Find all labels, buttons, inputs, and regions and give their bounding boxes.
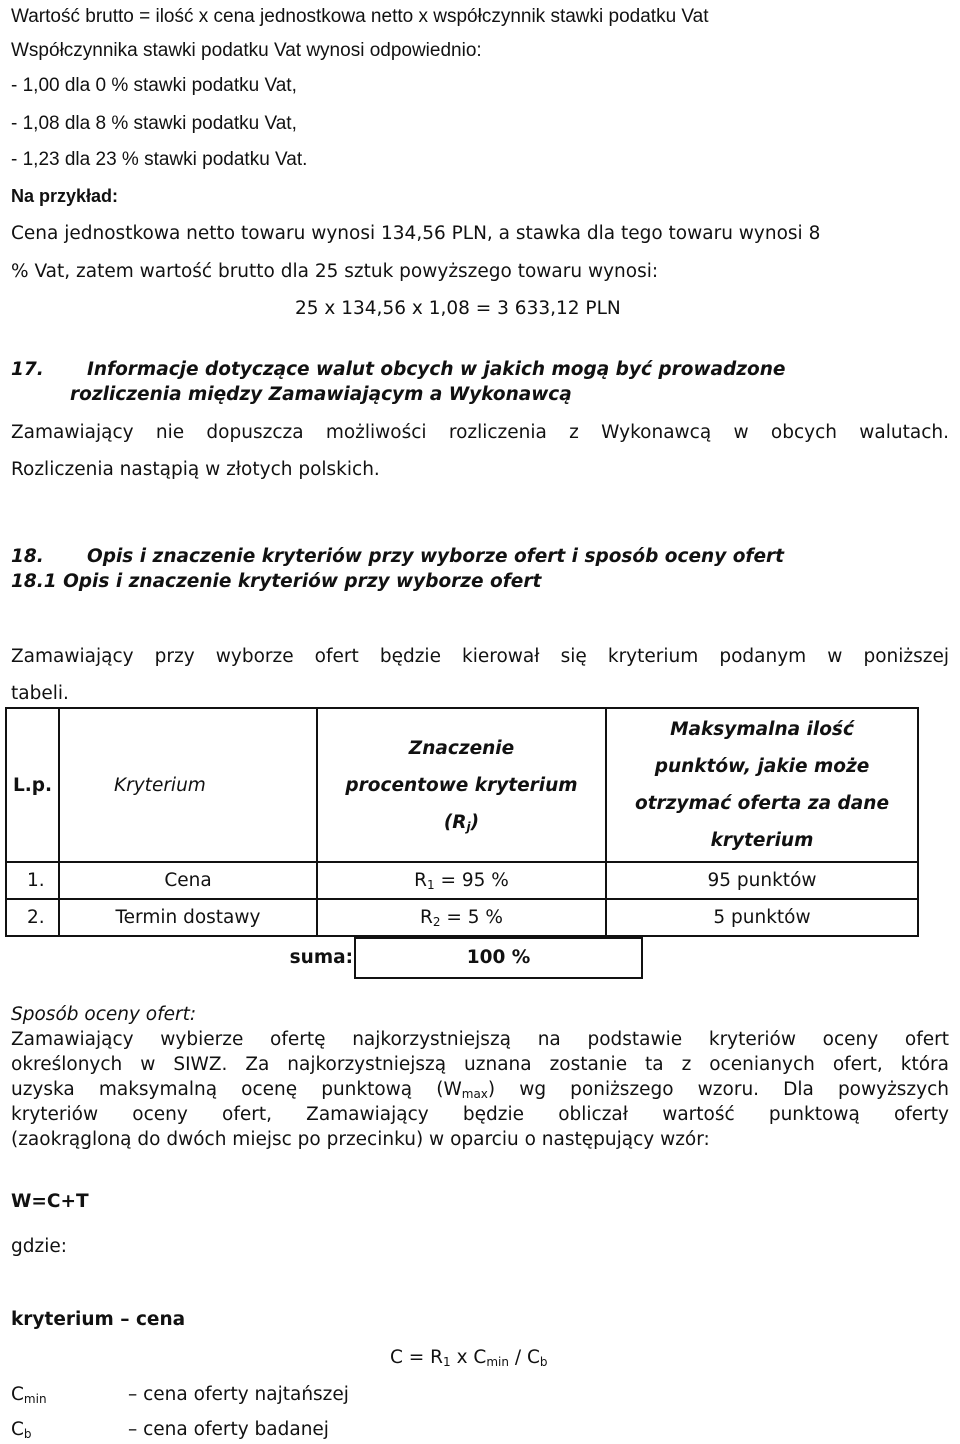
- row-2-znaczenie: $R_2 = 5$ %: [317, 899, 606, 936]
- cmin-description: – cena oferty najtańszej: [128, 1384, 349, 1405]
- header-znaczenie-line-2: procentowe kryterium: [345, 774, 578, 796]
- intro-line-5: - 1,23 dla 23 % stawki podatku Vat.: [11, 149, 308, 170]
- price-formula: $C = R_1$ x $C_{min} / C_b$: [390, 1347, 548, 1369]
- evaluation-line-5: (zaokrągloną do dwóch miejsc po przecinku) w oparciu o następujący wzór:: [11, 1129, 710, 1150]
- section-17-number: 17.: [11, 359, 44, 380]
- intro-line-4: - 1,08 dla 8 % stawki podatku Vat,: [11, 113, 297, 134]
- section-18-title: Opis i znaczenie kryteriów przy wyborze ofert i sposób oceny ofert: [87, 546, 784, 567]
- cb-description: – cena oferty badanej: [128, 1419, 329, 1440]
- section-18-intro-line-2: tabeli.: [11, 683, 69, 704]
- row-1-punkty: 95 punktów: [606, 862, 918, 899]
- suma-label: suma:: [289, 947, 353, 968]
- header-max-points: [606, 708, 918, 862]
- formula-where: gdzie:: [11, 1236, 67, 1257]
- section-17-title-line-1: Informacje dotyczące walut obcych w jakich mogą być prowadzone: [87, 359, 786, 380]
- criteria-table: [5, 707, 919, 937]
- header-max-line-3: otrzymać oferta za dane: [634, 793, 889, 814]
- intro-line-1: Wartość brutto = ilość x cena jednostkowa netto x współczynnik stawki podatku Vat: [11, 6, 709, 27]
- section-17-title-line-2: rozliczenia między Zamawiającym a Wykonawcą: [70, 384, 572, 405]
- section-18-1-title: 18.1 Opis i znaczenie kryteriów przy wyborze ofert: [11, 571, 542, 592]
- example-line-1: Cena jednostkowa netto towaru wynosi 134,56 PLN, a stawka dla tego towaru wynosi 8: [11, 223, 821, 244]
- evaluation-line-1: Zamawiający wybierze ofertę najkorzystniejszą na podstawie kryteriów oceny ofert: [11, 1029, 949, 1050]
- formula-main: W=C+T: [11, 1191, 89, 1212]
- section-18-number: 18.: [11, 546, 44, 567]
- row-1-lp: 1.: [6, 862, 59, 899]
- header-max-line-4: kryterium: [710, 830, 814, 851]
- example-line-2: % Vat, zatem wartość brutto dla 25 sztuk powyższego towaru wynosi:: [11, 261, 659, 282]
- section-17-body-line-2: Rozliczenia nastąpią w złotych polskich.: [11, 459, 380, 480]
- header-znaczenie-line-3: $(R_j)$: [443, 811, 480, 834]
- row-2-lp: 2.: [6, 899, 59, 936]
- row-1-znaczenie: $R_1 = 95$ %: [317, 862, 606, 899]
- header-znaczenie-line-1: Znaczenie: [408, 737, 515, 759]
- cmin-symbol: $C_{min}$: [11, 1384, 47, 1406]
- table-header-row: [6, 708, 918, 862]
- evaluation-line-3: uzyska maksymalną ocenę punktową $(W_{max})$ wg poniższego wzoru. Dla powyższych: [11, 1079, 949, 1101]
- intro-line-3: - 1,00 dla 0 % stawki podatku Vat,: [11, 75, 297, 96]
- table-row: [6, 899, 918, 936]
- section-17-body-line-1: Zamawiający nie dopuszcza możliwości rozliczenia z Wykonawcą w obcych walutach.: [11, 422, 949, 443]
- evaluation-line-4: kryteriów oceny ofert, Zamawiający będzie obliczał wartość punktową oferty: [11, 1104, 949, 1125]
- row-2-kryterium: Termin dostawy: [59, 899, 317, 936]
- example-label: Na przykład:: [11, 186, 119, 206]
- header-max-line-1: Maksymalna ilość: [670, 719, 854, 740]
- section-18-intro-line-1: Zamawiający przy wyborze ofert będzie kierował się kryterium podanym w poniższej: [11, 646, 949, 667]
- intro-line-2: Współczynnika stawki podatku Vat wynosi odpowiednio:: [11, 40, 482, 61]
- table-row: [6, 862, 918, 899]
- header-kryterium: Kryterium: [59, 708, 317, 862]
- row-2-punkty: 5 punktów: [606, 899, 918, 936]
- criterion-cena-heading: kryterium – cena: [11, 1309, 186, 1330]
- row-1-kryterium: Cena: [59, 862, 317, 899]
- example-formula: 25 x 134,56 x 1,08 = 3 633,12 PLN: [295, 298, 621, 319]
- evaluation-heading: Sposób oceny ofert:: [11, 1004, 197, 1025]
- header-lp: L.p.: [6, 708, 59, 862]
- cb-symbol: $C_b$: [11, 1419, 32, 1441]
- suma-value: 100 %: [354, 937, 643, 979]
- evaluation-line-2: określonych w SIWZ. Za najkorzystniejszą uznana zostanie ta z ocenianych ofert, która: [11, 1054, 949, 1075]
- header-znaczenie: [317, 708, 606, 862]
- header-max-line-2: punktów, jakie może: [654, 756, 870, 777]
